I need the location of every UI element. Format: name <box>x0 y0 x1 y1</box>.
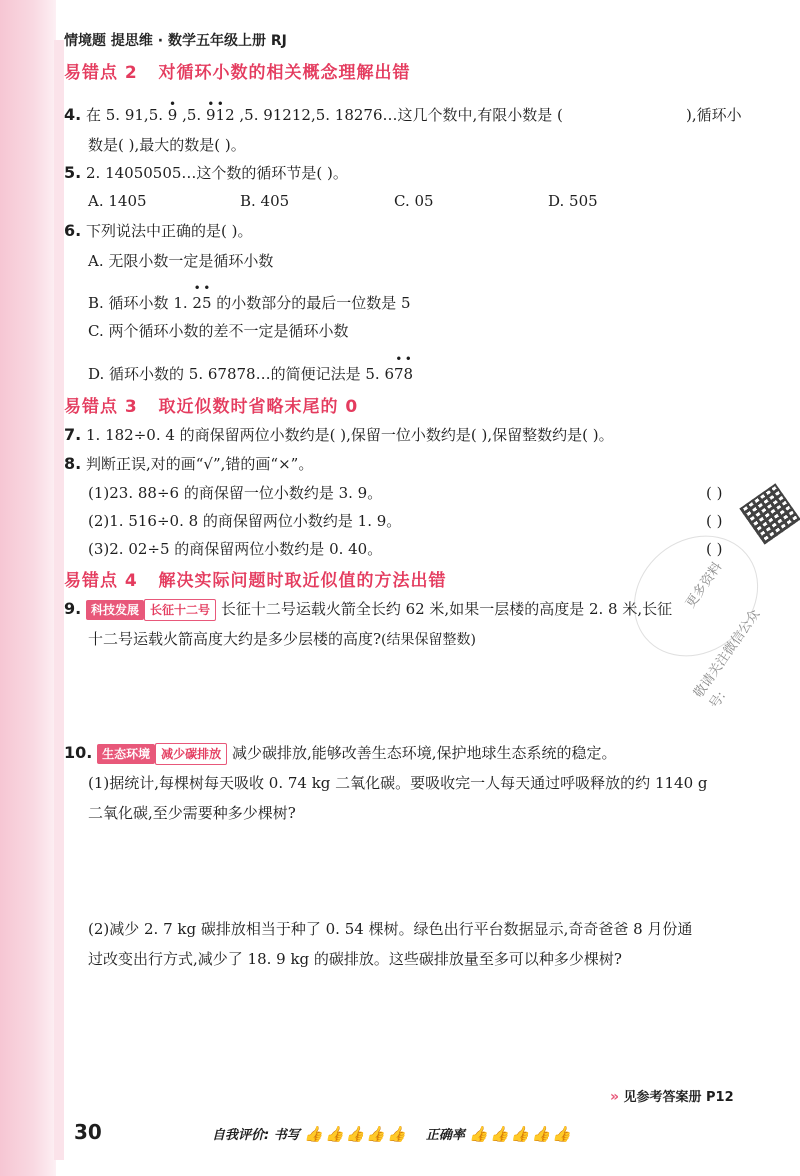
option-text: B. 循环小数 1. <box>88 294 193 312</box>
question-text: 减少碳排放,能够改善生态环境,保护地球生态系统的稳定。 <box>231 744 617 762</box>
section-title: 解决实际问题时取近似值的方法出错 <box>158 571 447 591</box>
recurring-digit: • 8 <box>404 365 414 383</box>
subtopic-tag: 长征十二号 <box>144 599 216 621</box>
section-label: 易错点 4 <box>64 571 138 591</box>
self-evaluation <box>212 1124 573 1143</box>
section-label: 易错点 3 <box>64 397 138 417</box>
question-text: ,5. <box>177 106 206 124</box>
watermark-text: 更多资料 <box>683 559 726 611</box>
question-number: 4. <box>64 105 82 124</box>
question-text: 长征十二号运载火箭全长约 62 米,如果一层楼的高度是 2. 8 米,长征 <box>220 600 673 618</box>
question-text: 2 <box>225 106 235 124</box>
question-number: 7. <box>64 425 82 444</box>
accuracy-label: 正确率 <box>425 1128 465 1143</box>
option-text: 的小数部分的最后一位数是 5 <box>211 294 411 312</box>
thumb-up-icon[interactable]: 👍 <box>366 1125 386 1143</box>
thumb-up-icon[interactable]: 👍 <box>304 1125 323 1143</box>
section-title: 取近似数时省略末尾的 0 <box>158 397 359 417</box>
question-10-part2-line1: (2)减少 2. 7 kg 碳排放相当于种了 0. 54 棵树。绿色出行平台数据显示,奇奇爸爸 8 月份通 <box>88 920 693 938</box>
thumb-up-icon[interactable]: 👍 <box>552 1125 571 1143</box>
answer-paren-1: ( ) <box>706 484 723 502</box>
option-b <box>88 292 411 313</box>
question-number: 8. <box>64 454 82 473</box>
recurring-digit: • 9 <box>168 106 178 124</box>
watermark-text: 敬请关注微信公众号: <box>691 607 764 712</box>
question-text: 2. 14050505…这个数的循环节是( )。 <box>86 164 348 182</box>
answer-reference-text: 见参考答案册 P12 <box>623 1090 734 1105</box>
thumb-up-icon[interactable]: 👍 <box>510 1125 530 1143</box>
page-number: 30 <box>74 1120 102 1144</box>
question-note: (结果保留整数) <box>381 632 476 648</box>
question-10-part2-line2: 过改变出行方式,减少了 18. 9 kg 的碳排放。这些碳排放量至多可以种多少棵树? <box>88 950 622 968</box>
question-5 <box>64 162 348 184</box>
section-heading-3 <box>64 392 358 417</box>
question-9-line2 <box>88 628 476 651</box>
section-label: 易错点 2 <box>64 63 138 83</box>
qr-code-icon <box>739 483 800 544</box>
option-b: B. 405 <box>240 192 290 210</box>
double-chevron-icon: » <box>610 1089 620 1105</box>
option-c: C. 两个循环小数的差不一定是循环小数 <box>88 322 349 340</box>
section-title: 对循环小数的相关概念理解出错 <box>158 63 411 83</box>
question-9 <box>64 598 672 621</box>
thumb-up-icon[interactable]: 👍 <box>531 1125 551 1143</box>
recurring-digit: • 2 <box>192 294 202 312</box>
question-10 <box>64 742 616 765</box>
option-a: A. 1405 <box>88 192 147 210</box>
writing-label: 书写 <box>273 1128 300 1143</box>
answer-paren-2: ( ) <box>706 512 723 530</box>
question-number: 9. <box>64 599 82 618</box>
question-text: 十二号运载火箭高度大约是多少层楼的高度? <box>88 630 382 648</box>
option-d <box>88 363 413 384</box>
question-number: 10. <box>64 743 93 762</box>
option-a: A. 无限小数一定是循环小数 <box>88 252 274 270</box>
question-text: 在 5. 91,5. <box>86 106 168 124</box>
topic-tag: 生态环境 <box>97 744 155 764</box>
section-heading-4 <box>64 566 447 591</box>
question-10-part1-line2: 二氧化碳,至少需要种多少棵树? <box>88 804 296 822</box>
judge-item-3: (3)2. 02÷5 的商保留两位小数约是 0. 40。 <box>88 540 383 558</box>
topic-tag: 科技发展 <box>86 600 144 620</box>
option-d: D. 505 <box>548 192 598 210</box>
judge-item-1: (1)23. 88÷6 的商保留一位小数约是 3. 9。 <box>88 484 383 502</box>
question-text: 判断正误,对的画“√”,错的画“×”。 <box>86 455 314 473</box>
thumb-up-icon[interactable]: 👍 <box>469 1125 489 1143</box>
question-8 <box>64 453 313 475</box>
question-10-part1-line1: (1)据统计,每棵树每天吸收 0. 74 kg 二氧化碳。要吸收完一人每天通过呼吸释放的约 1140 g <box>88 774 708 792</box>
answer-paren-3: ( ) <box>706 540 723 558</box>
thumb-up-icon[interactable]: 👍 <box>324 1125 344 1143</box>
accuracy-rating[interactable] <box>469 1125 572 1143</box>
question-text: 1. 182÷0. 4 的商保留两位小数约是( ),保留一位小数约是( ),保留整数约是( )。 <box>86 426 614 444</box>
question-text: 下列说法中正确的是( )。 <box>86 222 253 240</box>
header-title: 情境题 提思维 · 数学五年级上册 RJ <box>64 33 287 49</box>
option-text: D. 循环小数的 5. 67878…的简便记法是 5. <box>88 365 385 383</box>
question-4-line2: 数是( ),最大的数是( )。 <box>88 136 246 154</box>
self-evaluation-label: 自我评价: <box>212 1128 270 1143</box>
subtopic-tag: 减少碳排放 <box>155 743 227 765</box>
judge-item-2: (2)1. 516÷0. 8 的商保留两位小数约是 1. 9。 <box>88 512 402 530</box>
thumb-up-icon[interactable]: 👍 <box>490 1125 509 1143</box>
question-text: ,5. 91212,5. 18276…这几个数中,有限小数是 ( <box>234 106 563 124</box>
recurring-digit: • 1 <box>216 106 226 124</box>
question-4-tail: ),循环小 <box>686 106 742 124</box>
question-number: 5. <box>64 163 82 182</box>
digit: 6 <box>384 365 394 383</box>
option-c: C. 05 <box>394 192 434 210</box>
answer-reference <box>610 1086 734 1105</box>
question-6 <box>64 220 252 242</box>
recurring-digit: • 5 <box>202 294 212 312</box>
section-heading-2 <box>64 58 411 83</box>
question-7 <box>64 424 614 446</box>
thumb-up-icon[interactable]: 👍 <box>345 1125 365 1143</box>
recurring-digit: • 9 <box>206 106 216 124</box>
recurring-digit: • 7 <box>394 365 404 383</box>
writing-rating[interactable] <box>304 1125 412 1143</box>
question-number: 6. <box>64 221 82 240</box>
thumb-up-icon[interactable]: 👍 <box>387 1125 406 1143</box>
question-4 <box>64 104 563 126</box>
